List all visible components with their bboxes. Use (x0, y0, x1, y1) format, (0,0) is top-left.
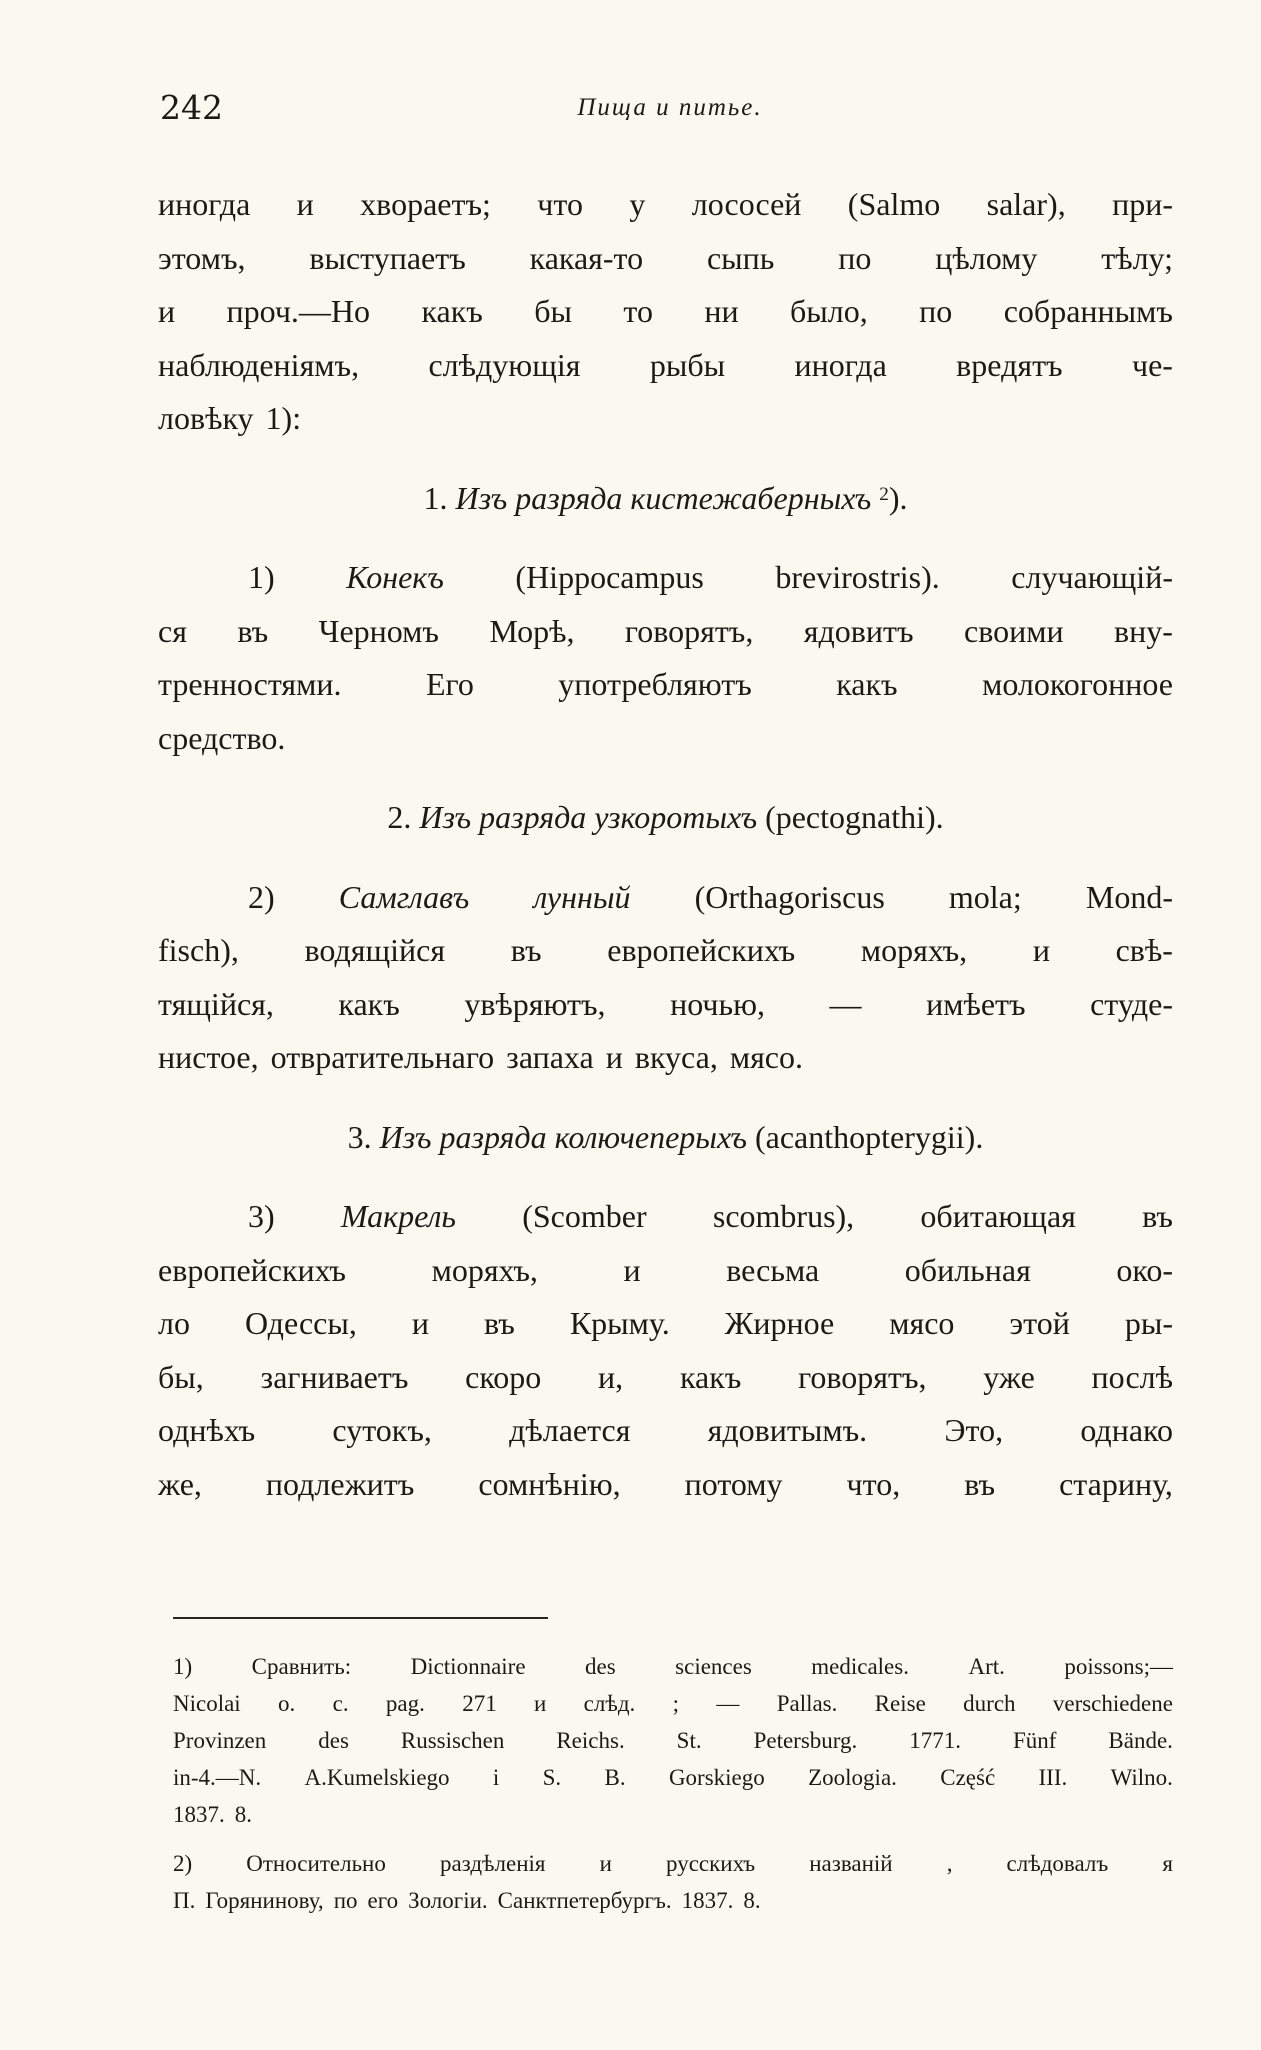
word: Санктпетербургъ. (497, 1888, 672, 1913)
word: 2) (248, 878, 275, 915)
word: тренностями. (158, 666, 342, 702)
word: по (838, 239, 872, 276)
word: и (158, 293, 176, 329)
word: увѣряютъ, (464, 985, 606, 1022)
footnote-line (173, 1759, 1173, 1796)
word: случающiй- (1011, 559, 1173, 595)
word: хвораетъ; (360, 186, 491, 222)
paragraph-konek (158, 551, 1173, 765)
word: было, (790, 293, 868, 329)
text-line (158, 1404, 1173, 1458)
word: c. (332, 1691, 349, 1716)
word: Petersburg. (753, 1728, 858, 1753)
word: средство. (158, 719, 286, 756)
word: уже (983, 1358, 1035, 1395)
word: и (411, 1305, 429, 1341)
word: Reichs. (556, 1728, 625, 1753)
word: выступаетъ (309, 239, 466, 276)
word: и (296, 186, 314, 222)
text-line (158, 924, 1173, 978)
word: вкуса, (634, 1039, 718, 1075)
word: и (605, 1039, 623, 1075)
word: 1771. (909, 1728, 961, 1753)
word: ло (158, 1305, 190, 1341)
word: Wilno. (1110, 1765, 1173, 1790)
word: 2) (173, 1851, 193, 1876)
word: (Orthagoriscus (694, 878, 885, 915)
word: и (623, 1251, 641, 1288)
word: Reise (874, 1691, 926, 1716)
word: (Scomber (522, 1198, 647, 1234)
word: ядовитымъ. (707, 1412, 868, 1448)
word: тѣлу; (1101, 239, 1173, 276)
word: имѣетъ (926, 985, 1026, 1022)
word: П. (173, 1888, 196, 1913)
word: моряхъ, (431, 1251, 538, 1288)
word: при- (1112, 186, 1173, 222)
word: ни (704, 293, 739, 329)
text-line (158, 871, 1173, 925)
word: 8. (234, 1802, 252, 1827)
footnote-2 (173, 1845, 1173, 1919)
word: Fünf (1012, 1728, 1057, 1753)
word: въ (237, 612, 269, 649)
word: какъ (338, 985, 400, 1022)
paragraph-intro (158, 178, 1173, 446)
word: salar), (986, 186, 1066, 222)
word: Provinzen (173, 1728, 267, 1753)
footnote-line (173, 1845, 1173, 1882)
word: Жирное (724, 1305, 835, 1341)
text-line (158, 1458, 1173, 1512)
word: русскихъ (666, 1851, 756, 1876)
heading-latin: (acanthopterygii). (754, 1118, 984, 1155)
word: Część (940, 1765, 996, 1790)
word: сутокъ, (332, 1412, 432, 1448)
word: бы, (158, 1358, 204, 1395)
word: ядовитъ (803, 612, 914, 649)
word: я (1162, 1851, 1173, 1876)
text-line (158, 339, 1173, 393)
word: i (492, 1765, 500, 1790)
running-title: Пища и питье. (577, 94, 763, 121)
word: отвратительнаго (270, 1039, 495, 1075)
word: обитающая (920, 1198, 1076, 1234)
word: студе- (1090, 985, 1173, 1022)
text-line (158, 712, 1173, 766)
page-header (160, 88, 1172, 138)
word: мясо. (729, 1039, 803, 1075)
word: проч.—Но (226, 293, 371, 329)
word: какъ (836, 666, 898, 702)
word: 1837. (681, 1888, 734, 1913)
word: 1837. (173, 1802, 225, 1827)
heading-title: Изъ разряда узкоротыхъ (419, 799, 758, 835)
text-line (158, 1297, 1173, 1351)
text-line (158, 178, 1173, 232)
text-line (158, 978, 1173, 1032)
word: сыпь (706, 239, 775, 276)
word: че- (1131, 346, 1173, 383)
word: загниваетъ (260, 1358, 409, 1395)
word: ры- (1124, 1305, 1173, 1341)
word: Морѣ, (489, 612, 575, 649)
heading-title: Изъ разряда колючеперыхъ (379, 1118, 747, 1155)
word: въ (964, 1465, 996, 1502)
word: des (318, 1728, 349, 1753)
word: III. (1038, 1765, 1068, 1790)
word: — (716, 1691, 740, 1716)
page-number: 242 (160, 88, 223, 127)
word: o. (278, 1691, 296, 1716)
footnote-rule (173, 1617, 548, 1619)
text-line (158, 232, 1173, 286)
word: fisch), (158, 932, 239, 968)
word: Pallas. (776, 1691, 838, 1716)
word: какая-то (529, 239, 644, 276)
text-line (158, 1244, 1173, 1298)
word: durch (963, 1691, 1016, 1716)
word: наблюденiямъ, (158, 346, 360, 383)
word: этомъ, (158, 239, 246, 276)
word: (Hippocampus (515, 559, 704, 595)
word: употребляютъ (558, 666, 752, 702)
word: , (946, 1851, 953, 1876)
word: poissons;— (1064, 1654, 1173, 1679)
word: Зологiи. (408, 1888, 488, 1913)
word: ночью, (670, 985, 765, 1022)
word: старину, (1059, 1465, 1173, 1502)
footnote-ref: 2 (879, 483, 889, 505)
word: лунный (533, 878, 631, 915)
word: иногда (794, 346, 887, 383)
word: des (585, 1654, 616, 1679)
word: дѣлается (509, 1412, 631, 1448)
word: своими (963, 612, 1064, 649)
footnote-line (173, 1722, 1173, 1759)
section-heading-3 (158, 1111, 1173, 1165)
word: 1): (265, 400, 302, 436)
word: европейскихъ (607, 932, 796, 968)
word: Bände. (1108, 1728, 1173, 1753)
word: 8. (743, 1888, 761, 1913)
word: Конекъ (346, 559, 444, 595)
heading-title: Изъ разряда кистежаберныхъ (455, 479, 872, 516)
word: вредятъ (956, 346, 1063, 383)
word: рыбы (649, 346, 726, 383)
word: Zoologia. (808, 1765, 897, 1790)
footnote-line (173, 1882, 1173, 1919)
word: сомнѣнiю, (478, 1465, 621, 1502)
word: ся (158, 612, 187, 649)
word: и, (598, 1358, 624, 1395)
text-line (158, 1190, 1173, 1244)
word: въ (483, 1305, 515, 1341)
text-line (158, 658, 1173, 712)
word: Это, (944, 1412, 1004, 1448)
word: у (629, 186, 646, 222)
footnote-1 (173, 1648, 1173, 1833)
word: ловѣку (158, 400, 254, 436)
word: потому (684, 1465, 783, 1502)
word: мясо (889, 1305, 955, 1341)
word: St. (676, 1728, 702, 1753)
footnote-line (173, 1685, 1173, 1722)
word: запаха (506, 1039, 594, 1075)
word: pag. (385, 1691, 425, 1716)
word: свѣ- (1115, 932, 1173, 968)
word: S. (542, 1765, 562, 1790)
heading-number: 3. (347, 1118, 372, 1155)
word: европейскихъ (158, 1251, 346, 1288)
word: слѣдовалъ (1006, 1851, 1109, 1876)
word: и (534, 1691, 547, 1716)
word: medicales. (811, 1654, 909, 1679)
word: моряхъ, (860, 932, 968, 968)
word: Nicolai (173, 1691, 241, 1716)
word: B. (604, 1765, 626, 1790)
word: Art. (968, 1654, 1005, 1679)
word: названiй (809, 1851, 893, 1876)
text-line (158, 605, 1173, 659)
text-line (158, 1031, 1173, 1085)
word: 1) (173, 1654, 193, 1679)
word: Russischen (400, 1728, 505, 1753)
word: — (829, 985, 862, 1022)
word: Черномъ (318, 612, 439, 649)
word: скоро (465, 1358, 542, 1395)
heading-latin: (pectognathi). (765, 799, 944, 835)
word: тящiйся, (158, 985, 274, 1022)
text-line (158, 392, 1173, 446)
text-line (158, 551, 1173, 605)
footnote-line (173, 1796, 1173, 1833)
word: Самглавъ (338, 878, 470, 915)
word: Mond- (1085, 878, 1173, 915)
word: то (623, 293, 653, 329)
word: brevirostris). (775, 559, 940, 595)
word: нистое, (158, 1039, 259, 1075)
word: in-4.—N. (173, 1765, 262, 1790)
word: водящiйся (304, 932, 446, 968)
word: иногда (158, 186, 251, 222)
word: mola; (948, 878, 1022, 915)
word: Dictionnaire (410, 1654, 526, 1679)
word: Gorskiego (668, 1765, 765, 1790)
word: sciences (675, 1654, 752, 1679)
word: бы (534, 293, 572, 329)
text-line (158, 285, 1173, 339)
word: какъ (421, 293, 483, 329)
word: однѣхъ (158, 1412, 256, 1448)
word: обильная (904, 1251, 1031, 1288)
word: Горянинову, (205, 1888, 324, 1913)
heading-number: 2. (387, 799, 412, 835)
word: послѣ (1091, 1358, 1173, 1395)
word: молокогонное (982, 666, 1173, 702)
word: 1) (248, 559, 275, 595)
word: verschiedene (1052, 1691, 1173, 1716)
word: ; (672, 1691, 680, 1716)
word: scombrus), (712, 1198, 855, 1234)
word: въ (510, 932, 542, 968)
word: говорятъ, (798, 1358, 927, 1395)
heading-end: ). (888, 479, 908, 516)
footnote-line (173, 1648, 1173, 1685)
word: вну- (1114, 612, 1173, 649)
word: какъ (679, 1358, 742, 1395)
word: 3) (248, 1198, 275, 1234)
word: 271 (462, 1691, 497, 1716)
section-heading-2 (158, 791, 1173, 845)
heading-number: 1. (423, 479, 448, 516)
word: что (537, 186, 583, 222)
word: лососей (691, 186, 802, 222)
word: же, (158, 1465, 202, 1502)
word: въ (1142, 1198, 1173, 1234)
footnotes (173, 1648, 1173, 1919)
word: слѣд. (583, 1691, 636, 1716)
word: раздѣленiя (439, 1851, 546, 1876)
text-line (158, 1351, 1173, 1405)
word: по (919, 293, 953, 329)
word: Относительно (246, 1851, 386, 1876)
word: и (1032, 932, 1050, 968)
word: весьма (726, 1251, 820, 1288)
word: по (333, 1888, 358, 1913)
word: этой (1009, 1305, 1070, 1341)
word: Макрель (340, 1198, 456, 1234)
word: собраннымъ (1003, 293, 1173, 329)
section-heading-1 (158, 472, 1173, 526)
paragraph-mola (158, 871, 1173, 1085)
word: A.Kumelskiego (304, 1765, 450, 1790)
word: его (367, 1888, 399, 1913)
word: слѣдующiя (428, 346, 581, 383)
body-text (158, 178, 1173, 1511)
word: Его (425, 666, 474, 702)
word: и (599, 1851, 612, 1876)
word: что, (846, 1465, 901, 1502)
word: однако (1080, 1412, 1173, 1448)
word: цѣлому (935, 239, 1038, 276)
paragraph-mackerel (158, 1190, 1173, 1511)
word: Одессы, (244, 1305, 357, 1341)
word: (Salmo (847, 186, 941, 222)
word: Крыму. (569, 1305, 670, 1341)
word: подлежитъ (265, 1465, 415, 1502)
word: Сравнить: (251, 1654, 352, 1679)
word: око- (1116, 1251, 1173, 1288)
word: говорятъ, (624, 612, 754, 649)
